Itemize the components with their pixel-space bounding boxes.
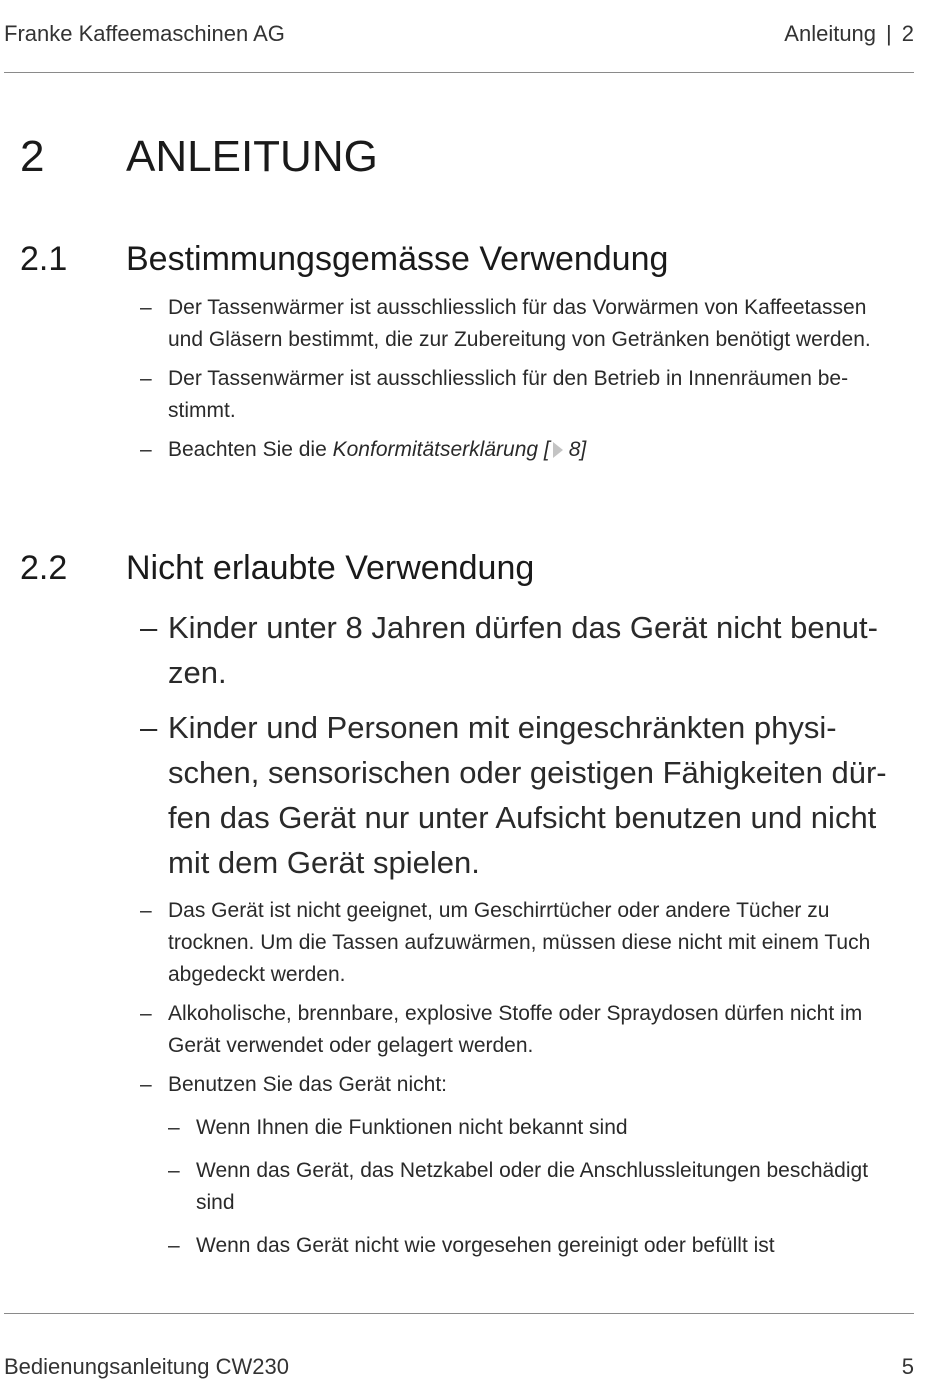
page-footer bbox=[4, 1313, 914, 1393]
section-title-2-1: Bestimmungsgemässe Verwendung bbox=[126, 240, 669, 278]
list-item bbox=[140, 363, 890, 427]
list-item bbox=[140, 605, 890, 695]
list-item bbox=[140, 895, 890, 991]
header-separator: | bbox=[886, 21, 892, 46]
bullet-dash: – bbox=[140, 899, 152, 922]
triangle-right-icon bbox=[553, 442, 563, 458]
sub-list-item-text: Wenn das Gerät, das Netzkabel oder die Anschlussleitungen beschädigt sind bbox=[196, 1159, 869, 1214]
bullet-dash: – bbox=[140, 1073, 152, 1096]
bullet-dash: – bbox=[140, 1002, 152, 1025]
reference-prefix: Beachten Sie die bbox=[168, 438, 333, 461]
section-number: 2 bbox=[901, 21, 914, 46]
sub-list-item-text: Wenn das Gerät nicht wie vorgesehen gereinigt oder befüllt ist bbox=[196, 1234, 775, 1257]
section-label: Anleitung bbox=[784, 21, 877, 46]
list-item bbox=[140, 705, 890, 885]
bullet-dash: – bbox=[140, 710, 158, 745]
prohibited-use-list bbox=[140, 605, 890, 1273]
list-item bbox=[140, 998, 890, 1062]
sub-list-item bbox=[168, 1230, 890, 1262]
list-item-text: Kinder unter 8 Jahren dürfen das Gerät nicht benutzen. bbox=[168, 610, 878, 690]
usage-intro-text: Benutzen Sie das Gerät nicht: bbox=[168, 1073, 447, 1096]
page-header bbox=[4, 0, 914, 73]
sub-list-item-text: Wenn Ihnen die Funktionen nicht bekannt sind bbox=[196, 1116, 628, 1139]
reference-page: 8] bbox=[568, 438, 587, 461]
chapter-heading bbox=[20, 132, 378, 182]
list-item bbox=[140, 292, 890, 356]
bullet-dash: – bbox=[140, 296, 152, 319]
conformity-declaration-link[interactable] bbox=[333, 438, 587, 461]
chapter-number: 2 bbox=[20, 132, 45, 181]
bullet-dash: – bbox=[140, 367, 152, 390]
manual-title: Bedienungsanleitung CW230 bbox=[4, 1354, 289, 1379]
list-item-text: Kinder und Personen mit eingeschränkten physischen, sensorischen oder geistigen Fähigkeiten dürfen das Gerät nur unter Aufsicht benutzen und nicht mit dem Gerät spielen. bbox=[168, 710, 887, 880]
page-number: 5 bbox=[901, 1354, 914, 1379]
sub-list-item bbox=[168, 1112, 890, 1144]
header-section-label bbox=[784, 21, 914, 47]
conformity-link-text: Konformitätserklärung [ bbox=[332, 438, 550, 461]
list-item bbox=[140, 1069, 890, 1262]
list-item-text: Alkoholische, brennbare, explosive Stoffe oder Spraydosen dürfen nicht im Gerät verwendet oder gelagert werden. bbox=[168, 1002, 863, 1057]
sub-list-item bbox=[168, 1155, 890, 1219]
section-number-2-2: 2.2 bbox=[20, 549, 68, 587]
section-heading-2-1 bbox=[20, 240, 668, 279]
list-item-text: Der Tassenwärmer ist ausschliesslich für den Betrieb in Innenräumen bestimmt. bbox=[168, 367, 849, 422]
intended-use-list bbox=[140, 292, 890, 473]
list-item bbox=[140, 434, 890, 466]
section-heading-2-2 bbox=[20, 549, 534, 588]
list-item-text: Der Tassenwärmer ist ausschliesslich für das Vorwärmen von Kaffeetassen und Gläsern bestimmt, die zur Zubereitung von Getränken benötigt werden. bbox=[168, 296, 871, 351]
bullet-dash: – bbox=[140, 610, 158, 645]
list-item-text: Das Gerät ist nicht geeignet, um Geschirrtücher oder andere Tücher zu trocknen. Um die Tassen aufzuwärmen, müssen diese nicht mit einem Tuch abgedeckt werden. bbox=[168, 899, 871, 986]
bullet-dash: – bbox=[140, 438, 152, 461]
company-name: Franke Kaffeemaschinen AG bbox=[4, 21, 285, 46]
chapter-title: ANLEITUNG bbox=[126, 132, 378, 181]
bullet-dash: – bbox=[168, 1116, 180, 1139]
section-number-2-1: 2.1 bbox=[20, 240, 68, 278]
bullet-dash: – bbox=[168, 1159, 180, 1182]
section-title-2-2: Nicht erlaubte Verwendung bbox=[126, 549, 535, 587]
bullet-dash: – bbox=[168, 1234, 180, 1257]
usage-conditions-sublist bbox=[168, 1112, 890, 1262]
